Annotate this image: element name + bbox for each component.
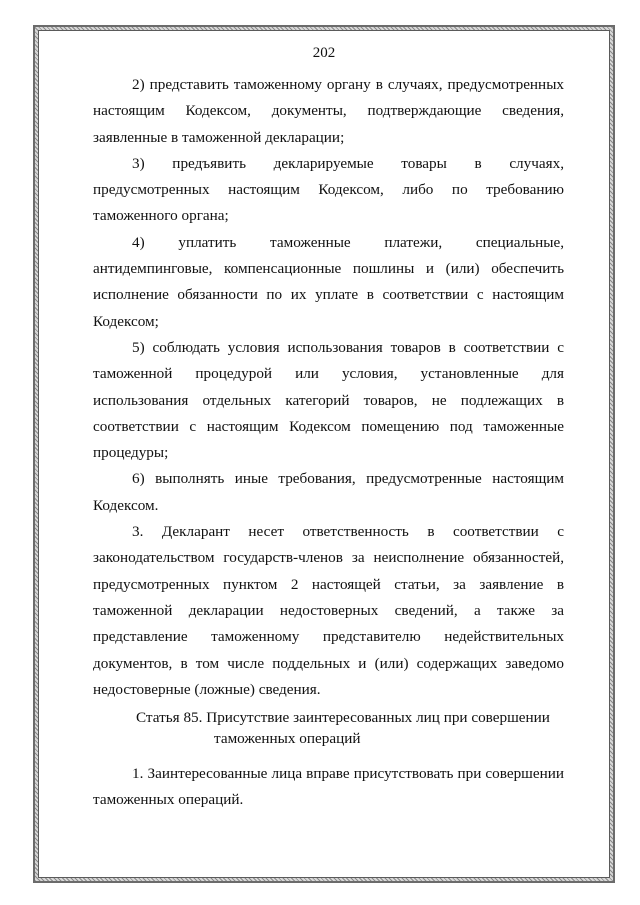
page-sheet	[38, 30, 610, 878]
article-heading-line-1: Статья 85. Присутствие заинтересованных лиц при совершении	[136, 709, 550, 726]
article-heading-line-2: таможенных операций	[214, 730, 361, 747]
paragraph-point-1: 1. Заинтересованные лица вправе присутствовать при совершении таможенных операций.	[93, 765, 564, 809]
paragraph-point-3: 3. Декларант несет ответственность в соответствии с законодательством государств-членов за неисполнение обязанностей, предусмотренных пунктом 2 настоящей статьи, за заявление в таможенной декларации недостоверных сведений, а также за представление таможенному представителю недействительных документов, в том числе поддельных и (или) содержащих заведомо недостоверные (ложные) сведения.	[93, 523, 564, 698]
paragraph-item-5: 5) соблюдать условия использования товаров в соответствии с таможенной процедурой или условия, установленные для использования отдельных категорий товаров, не подлежащих в соответствии с настоящим Кодексом помещению под таможенные процедуры;	[93, 338, 564, 462]
page-number: 202	[312, 45, 336, 61]
paragraph-item-4: 4) уплатить таможенные платежи, специальные, антидемпинговые, компенсационные пошлины и (или) обеспечить исполнение обязанности по их уплате в соответствии с настоящим Кодексом;	[93, 233, 564, 330]
body-text	[93, 72, 564, 703]
page-frame	[33, 25, 615, 883]
article-heading	[136, 707, 576, 749]
paragraph-item-2: 2) представить таможенному органу в случаях, предусмотренных настоящим Кодексом, документы, подтверждающие сведения, заявленные в таможенной декларации;	[93, 76, 564, 146]
article-body	[93, 761, 564, 814]
paragraph-item-6: 6) выполнять иные требования, предусмотренные настоящим Кодексом.	[93, 470, 564, 514]
paragraph-item-3: 3) предъявить декларируемые товары в случаях, предусмотренных настоящим Кодексом, либо по требованию таможенного органа;	[93, 154, 564, 225]
